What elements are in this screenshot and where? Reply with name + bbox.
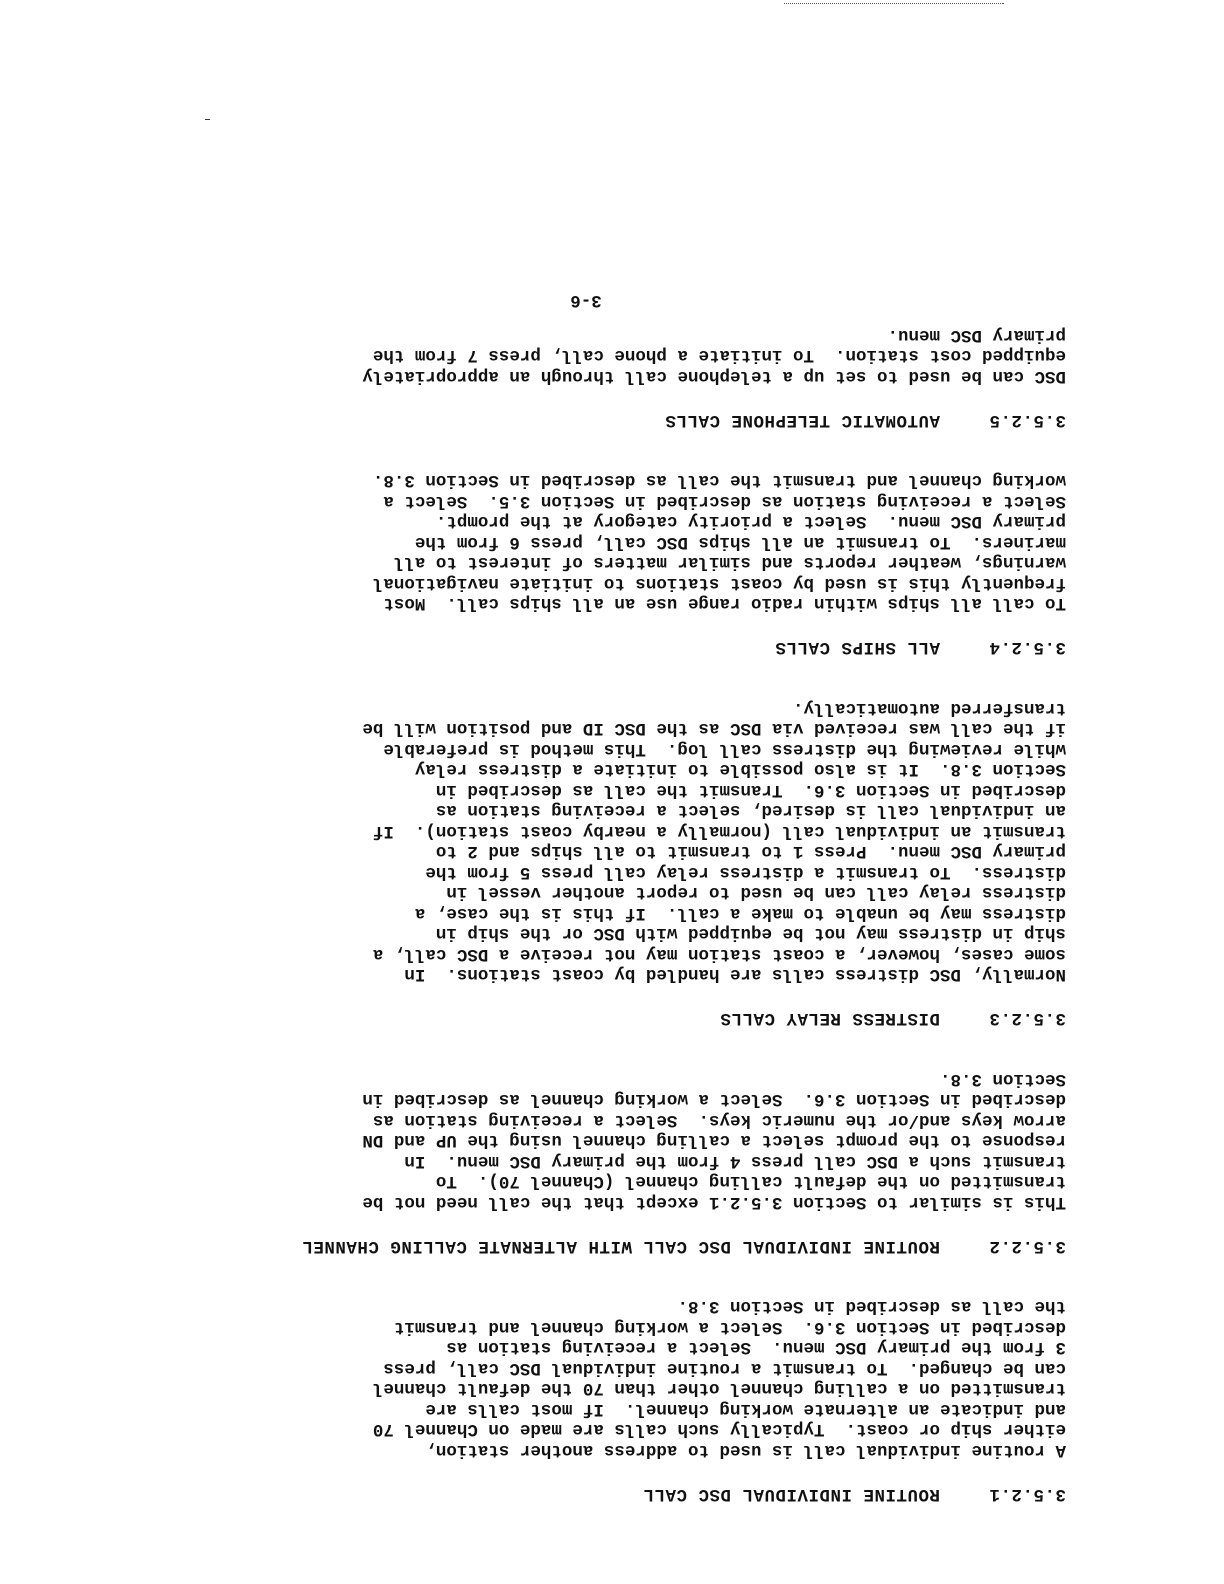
section-title: ROUTINE INDIVIDUAL DSC CALL WITH ALTERNATE CALLING CHANNEL [301, 1236, 940, 1256]
text-line: To call all ships within radio range use an all ships call. Most [383, 593, 1066, 614]
section-number: 3.5.2.4 [988, 637, 1066, 658]
text-line: primary DSC menu. Select a priority category at the prompt. [435, 511, 1066, 532]
text-line: mariners. To transmit an all ships DSC call, press 6 from the [414, 532, 1066, 552]
page-number: 3-6 [570, 290, 602, 311]
text-line: transmit such a DSC call press 4 from the primary DSC menu. In [404, 1151, 1066, 1171]
section-heading [146, 1236, 1066, 1256]
section-title: DISTRESS RELAY CALLS [719, 1008, 940, 1029]
text-line: described in Section 3.6. Transmit the call as described in [435, 780, 1066, 800]
section-number: 3.5.2.5 [988, 410, 1066, 430]
text-line: while reviewing the distress call log. This method is preferable [383, 739, 1066, 759]
text-line: if the call was received via DSC as the DSC ID and position will be [362, 718, 1066, 739]
text-line: distress. To transmit a distress relay call press 5 from the [425, 862, 1066, 882]
text-line: 3 from the primary DSC menu. Select a receiving station as [446, 1337, 1066, 1358]
text-line: primary DSC menu. Press 1 to transmit to all ships and 2 to [435, 841, 1066, 862]
text-line: described in Section 3.6. Select a working channel and transmit [393, 1317, 1066, 1337]
text-line: arrow keys and/or the numeric keys. Select a receiving station as [372, 1110, 1066, 1130]
text-line: transmitted on a calling channel other than 70 the default channel [372, 1378, 1066, 1399]
section-3-5-2-5 [146, 325, 1066, 431]
section-heading [146, 1484, 1066, 1504]
section-title: ROUTINE INDIVIDUAL DSC CALL [642, 1484, 940, 1504]
text-line: This is similar to Section 3.5.2.1 except that the call need not be [362, 1192, 1066, 1212]
section-3-5-2-1 [146, 1296, 1066, 1504]
text-line: Section 3.8. [939, 1069, 1066, 1089]
scan-edge-mark [784, 3, 1004, 4]
text-line: frequently this is used by coast stations to initiate navigational [372, 573, 1066, 593]
text-line: DSC can be used to set up a telephone call through an appropriately [362, 366, 1066, 386]
text-line: response to the prompt select a calling channel using the UP and DN [362, 1130, 1066, 1151]
section-heading [146, 410, 1066, 430]
section-body [146, 325, 1066, 387]
section-3-5-2-3 [146, 698, 1066, 1029]
section-heading [146, 638, 1066, 658]
section-body [146, 470, 1066, 614]
scan-speck [205, 119, 210, 120]
text-line: working channel and transmit the call as described in Section 3.8. [372, 470, 1066, 491]
text-line: an individual call is desired, select a receiving station as [435, 800, 1066, 821]
section-number: 3.5.2.3 [988, 1008, 1066, 1029]
text-line: described in Section 3.6. Select a working channel as described in [362, 1089, 1066, 1110]
document-content [146, 291, 1066, 1505]
section-body [146, 698, 1066, 985]
text-line: A routine individual call is used to address another station, [425, 1440, 1066, 1460]
text-line: primary DSC menu. [887, 325, 1066, 345]
text-line: transmitted on the default calling channel (Channel 70). To [435, 1171, 1066, 1192]
text-line: and indicate an alternate working channel. If most calls are [425, 1399, 1066, 1419]
text-line: some cases, however, a coast station may not receive a DSC call, a [372, 944, 1066, 964]
section-3-5-2-2 [146, 1069, 1066, 1257]
text-line: equipped cost station. To initiate a phone call, press 7 from the [372, 345, 1066, 366]
text-line: ship in distress may not be equipped with DSC or the ship in [435, 923, 1066, 944]
section-body [146, 1069, 1066, 1213]
text-line: transferred automatically. [792, 698, 1066, 718]
text-line: either ship or coast. Typically such calls are made on Channel 70 [372, 1419, 1066, 1440]
section-number: 3.5.2.2 [988, 1236, 1066, 1256]
text-line: Select a receiving station as described in Section 3.5. Select a [383, 491, 1066, 511]
text-line: warnings, weather reports and similar matters of interest to all [393, 552, 1066, 573]
text-line: Section 3.8. It is also possible to initiate a distress relay [414, 759, 1066, 780]
text-line: can be changed. To transmit a routine individual DSC call, press [383, 1358, 1066, 1378]
text-line: Normally, DSC distress calls are handled by coast stations. In [404, 964, 1066, 985]
section-heading [146, 1009, 1066, 1029]
text-line: transmit an individual call (normally a nearby coast station). If [372, 821, 1066, 841]
section-title: AUTOMATIC TELEPHONE CALLS [664, 410, 940, 430]
text-line: distress may be unable to make a call. If this is the case, a [414, 903, 1066, 923]
section-number: 3.5.2.1 [988, 1484, 1066, 1504]
section-body [146, 1296, 1066, 1460]
section-3-5-2-4 [146, 470, 1066, 658]
text-line: the call as described in Section 3.8. [677, 1296, 1066, 1317]
section-title: ALL SHIPS CALLS [774, 637, 940, 658]
text-line: distress relay call can be used to report another vessel in [446, 882, 1066, 903]
